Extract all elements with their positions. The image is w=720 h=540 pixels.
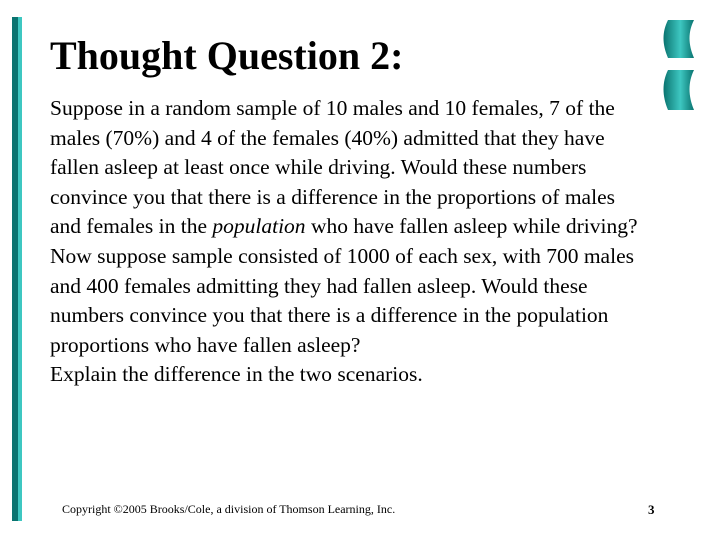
page-number: 3 <box>648 502 655 517</box>
slide-body <box>50 94 650 390</box>
question-paragraph-3: Explain the difference in the two scenarios. <box>50 362 423 387</box>
slide-title: Thought Question 2: <box>50 33 404 78</box>
ribbon-decoration-icon <box>658 18 698 114</box>
left-accent-bar-light <box>18 17 22 521</box>
question-paragraph-1 <box>50 94 650 242</box>
paragraph-1-text-start: Suppose in a random sample of 10 males and 10 females, 7 of the males (70%) and 4 of the females (40%) admitted that they have fallen asleep at least once while driving. Would these numbers convince you that there is a difference in the proportions of males and females in the <box>50 96 615 239</box>
left-accent-bar <box>12 17 22 521</box>
paragraph-1-text-end: who have fallen asleep while driving? <box>305 214 638 239</box>
question-paragraph-2: Now suppose sample consisted of 1000 of each sex, with 700 males and 400 females admitting they had fallen asleep. Would these numbers convince you that there is a difference in the population proportions who have fallen asleep? <box>50 243 634 357</box>
population-emphasis: population <box>212 214 306 239</box>
footer-copyright: Copyright ©2005 Brooks/Cole, a division of Thomson Learning, Inc. <box>62 502 396 516</box>
